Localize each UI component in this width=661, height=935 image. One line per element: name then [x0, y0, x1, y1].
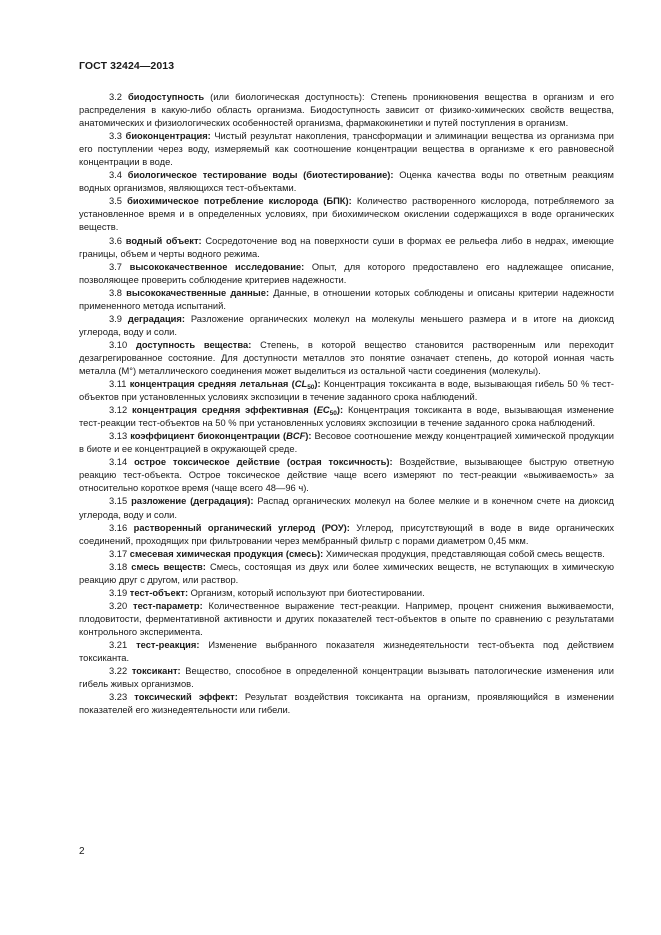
entry-term [131, 562, 206, 572]
entry-term [136, 340, 251, 350]
entry-definition: Количество растворенного кислорода, потребляемого за установленное время и в определенных условиях, при биохимическом окислении содержащихся в воде органических веществ. [79, 196, 614, 233]
term-text: биологическое тестирование воды (биотестирование): [127, 170, 394, 181]
entry-definition: Количественное выражение тест-реакции. Например, процент снижения выживаемости, плодовитости, ферментативной активности и других показателей тест-объектов в опыте по сравнению с результатами контрольного эксперимента. [79, 600, 614, 637]
term-text: высококачественные данные: [126, 287, 270, 298]
definition-entry [79, 378, 614, 404]
entry-definition: Воздействие, вызывающее быструю ответную реакцию тест-объекта. Острое токсическое действие чаще всего измеряют по тест-реакции «выживаемость» за относительно короткое время (чаще всего 48—96 ч). [79, 457, 614, 494]
term-close: ): [305, 431, 312, 442]
entry-number: 3.20 [109, 600, 128, 611]
term-text: концентрация средняя летальная ( [129, 379, 295, 390]
entry-number: 3.21 [109, 639, 128, 650]
term-text: водный объект: [125, 235, 202, 246]
definition-entry [79, 261, 614, 287]
definition-entry [79, 235, 614, 261]
definition-entry [79, 456, 614, 495]
term-text: тест-объект: [129, 587, 189, 598]
entry-number: 3.12 [109, 405, 128, 416]
definition-entry [79, 600, 614, 639]
term-abbreviation: BCF [286, 431, 306, 442]
entry-definition: Результат воздействия токсиканта на организм, проявляющийся в изменении показателей его жизнедеятельности или гибели. [79, 692, 614, 716]
definition-entry [79, 91, 614, 130]
term-text: биохимическое потребление кислорода (БПК): [127, 196, 352, 207]
entry-definition: Данные, в отношении которых соблюдены и описаны критерии надежности примененного метода испытаний. [79, 287, 614, 311]
definition-entry [79, 169, 614, 195]
entry-term [128, 92, 204, 102]
entry-number: 3.4 [109, 170, 122, 181]
entry-term [127, 196, 352, 206]
standard-header: ГОСТ 32424—2013 [79, 60, 175, 72]
entry-number: 3.2 [109, 92, 122, 102]
term-text: биоконцентрация: [125, 131, 211, 142]
entry-term [126, 131, 211, 141]
entry-number: 3.17 [109, 548, 128, 559]
entry-definition: Изменение выбранного показателя жизнедеятельности тест-объекта под действием токсиканта. [79, 639, 614, 664]
entry-definition: Степень, в которой вещество становится растворенным или переходит дезагрегированное состояние. Для доступности металлов это понятие означает степень, до которой ионная часть металла (М°) металлического соединения может выделиться из остальной части соединения (молекулы). [79, 339, 614, 376]
entry-definition: Вещество, способное в определенной концентрации вызывать патологические изменения или гибель живых организмов. [79, 666, 614, 690]
entry-definition: Чистый результат накопления, трансформации и элиминации вещества из организма при его поступлении через воду, измеряемый как соотношение концентрации вещества в организме к его равновесной концентрации в воде. [79, 131, 614, 168]
definition-entry [79, 195, 614, 234]
term-abbreviation: EC [316, 405, 330, 416]
definition-entry [79, 313, 614, 339]
entry-definition: (или биологическая доступность): Степень проникновения вещества в организм и его распределения в какую-либо область организма. Биодоступность зависит от физико-химических свойств вещества, анатомических и физиологических особенностей организма, фармакокинетики и путей поступления в организм. [79, 92, 614, 129]
entry-definition: Смесь, состоящая из двух или более химических веществ, не вступающих в химическую реакцию друг с другом, или раствор. [79, 561, 614, 585]
definition-entry [79, 495, 614, 521]
entry-definition: Сосредоточение вод на поверхности суши в формах ее рельефа либо в недрах, имеющие границы, объем и черты водного режима. [79, 235, 614, 259]
definition-entry [79, 130, 614, 169]
entry-term [126, 288, 269, 298]
definition-entry [79, 522, 614, 548]
definition-entry [79, 430, 614, 456]
term-text: тест-параметр: [133, 600, 203, 611]
term-text: тест-реакция: [136, 639, 200, 650]
entry-number: 3.11 [109, 379, 127, 390]
entry-definition: Оценка качества воды по ответным реакциям водных организмов, являющихся тест-объектами. [79, 170, 614, 194]
entry-term [132, 405, 344, 418]
definition-entry [79, 639, 614, 665]
entry-number: 3.15 [109, 496, 128, 507]
entry-number: 3.5 [109, 196, 122, 207]
term-close: ): [336, 405, 344, 416]
entry-definition: Концентрация токсиканта в воде, вызывающая изменение тест-реакции тест-объектов на 50 % при установленных условиях экспозиции в течение заданного срока наблюдений. [79, 405, 615, 429]
entry-term [131, 496, 253, 506]
term-text: деградация: [127, 313, 185, 324]
entry-term [134, 692, 238, 702]
entry-definition: Углерод, присутствующий в воде в виде органических соединений, проходящих при фильтровании через мембранный фильтр с порами диаметром 0,45 мкм. [79, 522, 614, 546]
page-number: 2 [79, 846, 85, 857]
entry-number: 3.22 [109, 666, 128, 677]
entry-number: 3.16 [109, 522, 128, 533]
term-text: концентрация средняя эффективная ( [132, 405, 317, 416]
term-abbreviation: CL [294, 379, 308, 390]
term-text: разложение (деградация): [131, 496, 254, 507]
entry-term [134, 523, 350, 533]
definition-entry [79, 561, 614, 587]
entry-number: 3.23 [109, 692, 128, 703]
entry-number: 3.14 [109, 457, 128, 468]
entry-term [132, 666, 181, 676]
entry-term [129, 379, 321, 392]
entry-number: 3.13 [109, 431, 128, 442]
definition-entry [79, 339, 614, 378]
entry-definition: Опыт, для которого предоставлено его надлежащее описание, позволяющее проверить соблюдение критериев надежности. [79, 261, 615, 285]
term-text: высококачественное исследование: [129, 261, 305, 272]
entry-term [130, 262, 305, 272]
entry-term [130, 549, 324, 559]
term-text: смесевая химическая продукция (смесь): [129, 548, 324, 559]
entry-definition: Организм, который используют при биотестировании. [188, 587, 425, 598]
entry-definition: Химическая продукция, представляющая собой смесь веществ. [323, 548, 605, 559]
entry-term [128, 314, 185, 324]
entry-term [130, 588, 188, 598]
entry-term [133, 601, 203, 611]
term-close: ): [314, 379, 321, 390]
entry-number: 3.8 [109, 287, 122, 298]
term-text: растворенный органический углерод (РОУ): [133, 522, 350, 533]
term-text: коэффициент биоконцентрации ( [130, 431, 287, 442]
definition-entry [79, 691, 614, 717]
entry-term [126, 236, 202, 246]
entry-number: 3.18 [109, 561, 128, 572]
entry-definition: Концентрация токсиканта в воде, вызывающая гибель 50 % тест-объектов при установленных условиях экспозиции в течение заданного срока наблюдений. [79, 379, 614, 403]
entry-number: 3.6 [109, 235, 122, 246]
term-text: токсический эффект: [134, 692, 238, 703]
entry-definition: Распад органических молекул на более мелкие и в конечном счете на диоксид углерода, воду и соли. [79, 496, 614, 520]
definition-entry [79, 587, 614, 600]
entry-number: 3.7 [109, 261, 122, 272]
term-text: острое токсическое действие (острая токсичность): [134, 457, 393, 468]
term-text: токсикант: [131, 666, 181, 677]
entry-number: 3.3 [109, 131, 122, 142]
entry-number: 3.9 [109, 313, 122, 324]
entry-number: 3.10 [109, 339, 128, 350]
entry-definition: Весовое соотношение между концентрацией химической продукции в биоте и ее концентрацией в окружающей среде. [79, 431, 614, 455]
term-subscript: 50 [329, 410, 337, 418]
definition-entry [79, 404, 614, 430]
definitions-list [79, 91, 614, 717]
entry-definition: Разложение органических молекул на молекулы меньшего размера и в итоге на диоксид углерода, воду и соли. [79, 313, 614, 337]
entry-term [134, 457, 393, 467]
entry-term [128, 170, 394, 180]
definition-entry [79, 665, 614, 691]
entry-number: 3.19 [109, 587, 128, 598]
term-subscript: 50 [307, 384, 315, 392]
term-text: смесь веществ: [131, 561, 206, 572]
definition-entry [79, 287, 614, 313]
term-text: биодоступность [127, 92, 205, 102]
term-text: доступность вещества: [135, 339, 252, 350]
definition-entry [79, 548, 614, 561]
entry-term [130, 431, 311, 441]
entry-term [136, 640, 199, 650]
